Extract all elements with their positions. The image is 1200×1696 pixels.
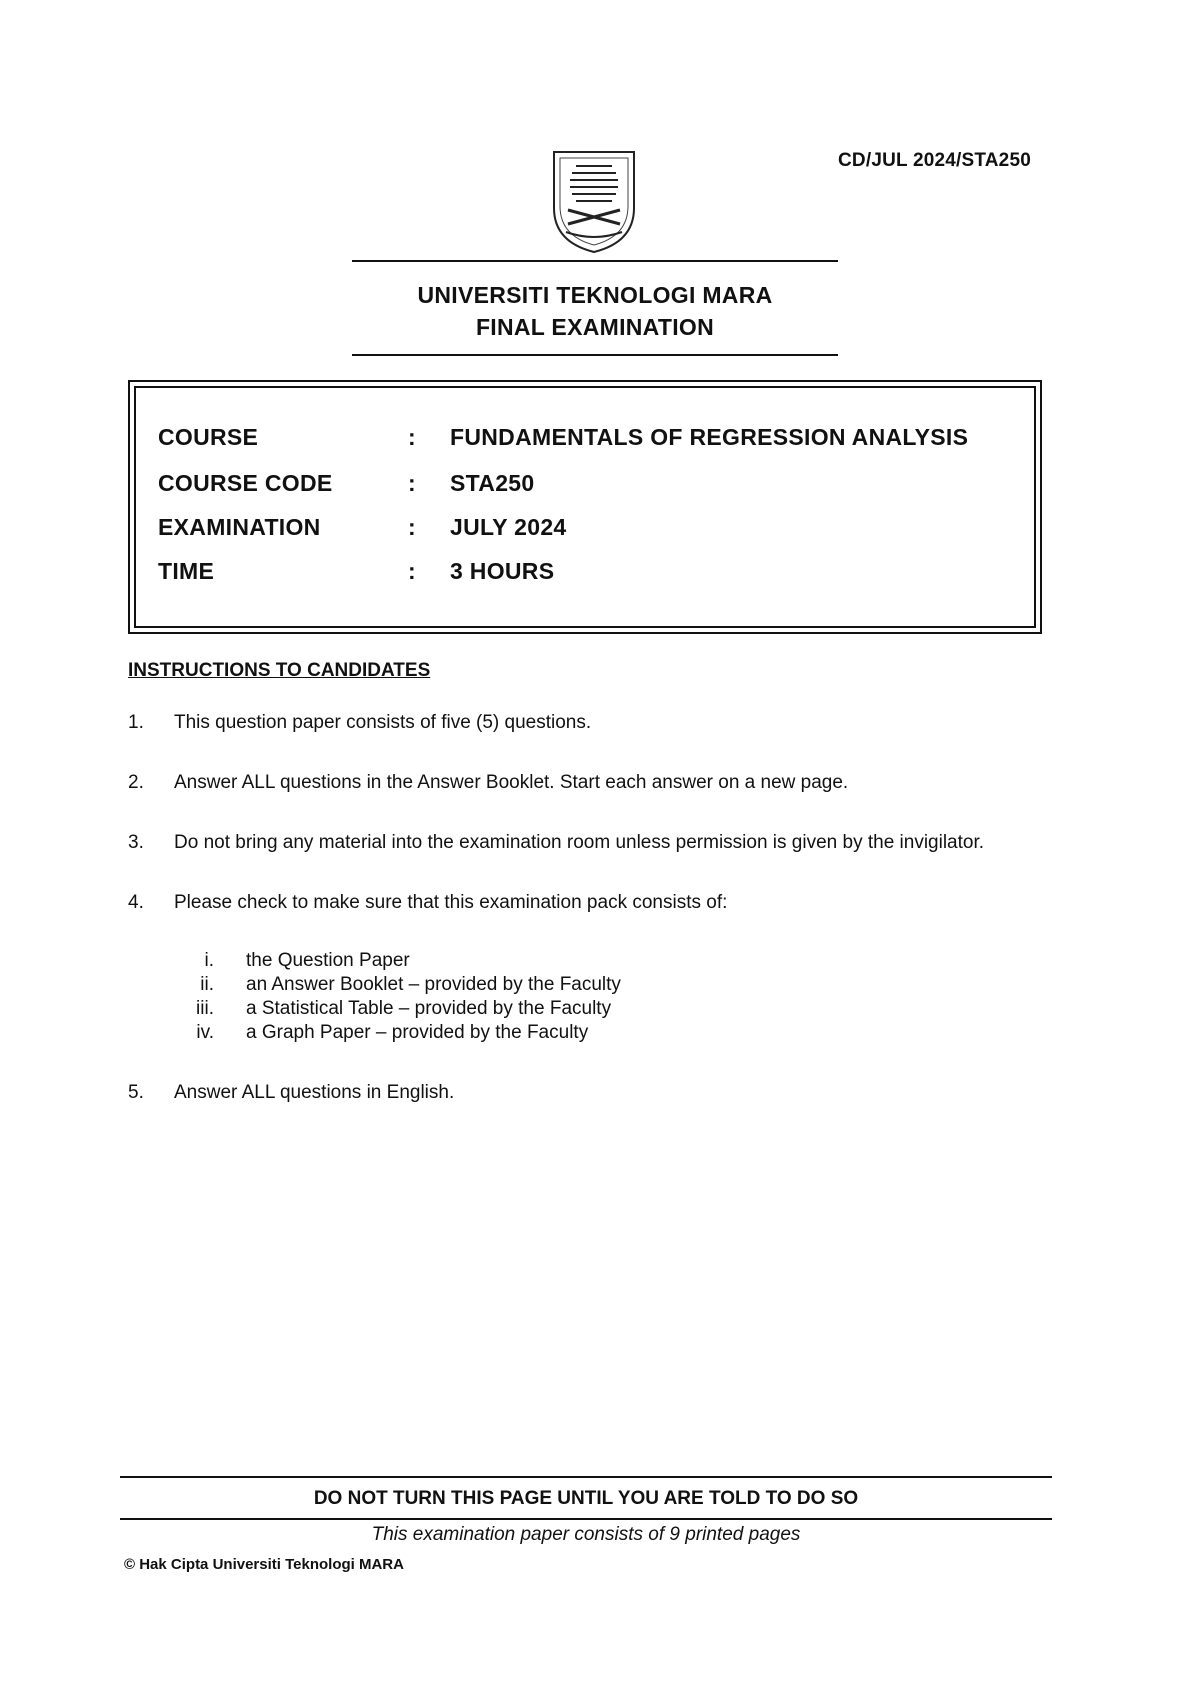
instruction-text: Answer ALL questions in English. bbox=[174, 1082, 455, 1103]
examination-label: EXAMINATION bbox=[158, 514, 321, 540]
colon: : bbox=[408, 470, 416, 496]
pack-item-text: a Graph Paper – provided by the Faculty bbox=[246, 1022, 589, 1043]
document-code: CD/JUL 2024/STA250 bbox=[838, 150, 1031, 171]
colon: : bbox=[408, 424, 416, 450]
header-rule-top bbox=[352, 260, 838, 262]
copyright-notice: © Hak Cipta Universiti Teknologi MARA bbox=[124, 1556, 404, 1573]
pack-item-number: i. bbox=[204, 950, 214, 971]
pack-item-text: an Answer Booklet – provided by the Faculty bbox=[246, 974, 621, 995]
page-count-note: This examination paper consists of 9 printed pages bbox=[371, 1524, 801, 1545]
instructions-heading: INSTRUCTIONS TO CANDIDATES bbox=[128, 660, 431, 681]
exam-title: FINAL EXAMINATION bbox=[475, 314, 715, 340]
header-rule-bottom bbox=[352, 354, 838, 356]
instruction-text: Please check to make sure that this examination pack consists of: bbox=[174, 892, 728, 913]
instruction-number: 2. bbox=[128, 772, 144, 793]
colon: : bbox=[408, 514, 416, 540]
instruction-number: 5. bbox=[128, 1082, 144, 1103]
footer-warning: DO NOT TURN THIS PAGE UNTIL YOU ARE TOLD TO DO SO bbox=[313, 1488, 859, 1509]
course-code-value: STA250 bbox=[450, 470, 535, 496]
instruction-number: 1. bbox=[128, 712, 144, 733]
course-info-box bbox=[128, 380, 1042, 634]
examination-value: JULY 2024 bbox=[450, 514, 567, 540]
course-value: FUNDAMENTALS OF REGRESSION ANALYSIS bbox=[450, 424, 969, 450]
footer-rule-bottom bbox=[120, 1518, 1052, 1520]
university-crest-icon bbox=[546, 146, 642, 256]
pack-item-number: ii. bbox=[200, 974, 214, 995]
footer-rule-top bbox=[120, 1476, 1052, 1478]
pack-item-text: a Statistical Table – provided by the Faculty bbox=[246, 998, 612, 1019]
pack-item-number: iii. bbox=[196, 998, 214, 1019]
instruction-number: 4. bbox=[128, 892, 144, 913]
course-label: COURSE bbox=[158, 424, 259, 450]
university-name: UNIVERSITI TEKNOLOGI MARA bbox=[417, 282, 773, 308]
pack-item-text: the Question Paper bbox=[246, 950, 410, 971]
instruction-number: 3. bbox=[128, 832, 144, 853]
time-label: TIME bbox=[158, 558, 215, 584]
pack-item-number: iv. bbox=[196, 1022, 214, 1043]
instruction-text: Do not bring any material into the examination room unless permission is given by the invigilator. bbox=[174, 832, 985, 853]
instruction-text: This question paper consists of five (5) questions. bbox=[174, 712, 592, 733]
instruction-text: Answer ALL questions in the Answer Booklet. Start each answer on a new page. bbox=[174, 772, 849, 793]
colon: : bbox=[408, 558, 416, 584]
course-code-label: COURSE CODE bbox=[158, 470, 333, 496]
time-value: 3 HOURS bbox=[450, 558, 555, 584]
